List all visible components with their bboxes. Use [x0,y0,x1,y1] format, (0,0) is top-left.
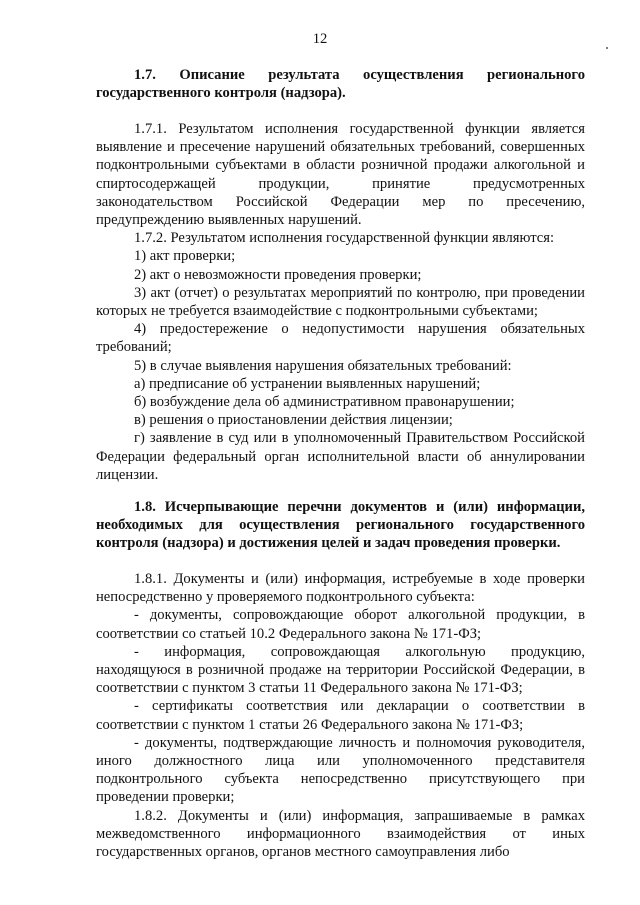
list-item: в) решения о приостановлении действия лицензии; [134,412,453,429]
list-item: г) заявление в суд или в уполномоченный Правительством Российской Федерации федеральный орган исполнительной власти об аннулировании лицензии. [96,430,585,483]
section-1-8-heading: 1.8. Исчерпывающие перечни документов и (или) информации, необходимых для осуществления регионального государственного контроля (надзора) и достижения целей и задач проведения проверки. [96,499,585,552]
section-1-7-heading-block [96,66,585,102]
list-item: 1) акт проверки; [134,248,236,265]
list-item: б) возбуждение дела об административном правонарушении; [134,394,515,411]
list-item: 4) предостережение о недопустимости нарушения обязательных требований; [96,321,585,356]
paragraph-1-8-1: 1.8.1. Документы и (или) информация, истребуемые в ходе проверки непосредственно у проверяемого подконтрольного субъекта: [96,571,585,606]
list-item: а) предписание об устранении выявленных нарушений; [134,375,481,392]
list-item: - документы, подтверждающие личность и полномочия руководителя, иного должностного лица или уполномоченного представителя подконтрольного субъекта непосредственно присутствующего при проведении проверки; [96,734,585,806]
paragraph-1-8-2: 1.8.2. Документы и (или) информация, запрашиваемые в рамках межведомственного информационного взаимодействия от иных государственных органов, органов местного самоуправления либо [96,807,585,861]
list-item: - документы, сопровождающие оборот алкогольной продукции, в соответствии со статьей 10.2 Федерального закона № 171-ФЗ; [96,607,585,642]
paragraph-1-7-2: 1.7.2. Результатом исполнения государственной функции являются: [134,230,554,247]
page-number: 12 [312,31,328,47]
scan-speck [606,47,608,49]
list-item: 3) акт (отчет) о результатах мероприятий по контролю, при проведении которых не требуется взаимодействие с подконтрольными субъектами; [96,284,585,320]
section-1-7-heading: 1.7. Описание результата осуществления регионального государственного контроля (надзора). [96,67,585,102]
section-1-7-body [96,120,585,484]
list-item: - информация, сопровождающая алкогольную продукцию, находящуюся в розничной продаже на территории Российской Федерации, в соответствии с пунктом 3 статьи 11 Федерального закона № 171-ФЗ; [96,643,585,697]
list-item: 2) акт о невозможности проведения проверки; [134,266,422,283]
paragraph-1-7-1: 1.7.1. Результатом исполнения государственной функции является выявление и пресечение нарушений обязательных требований, совершенных подконтрольными субъектами в области розничной продажи алкогольной и спиртосодержащей продукции, принятие предусмотренных законодательством Российской Федерации мер по пресечению, предупреждению выявленных нарушений. [96,121,585,229]
list-item: 5) в случае выявления нарушения обязательных требований: [134,357,512,374]
section-1-8-body [96,570,585,861]
list-item: - сертификаты соответствия или декларации о соответствии в соответствии с пунктом 1 статьи 26 Федерального закона № 171-ФЗ; [96,698,585,733]
section-1-8-heading-block [96,498,585,553]
